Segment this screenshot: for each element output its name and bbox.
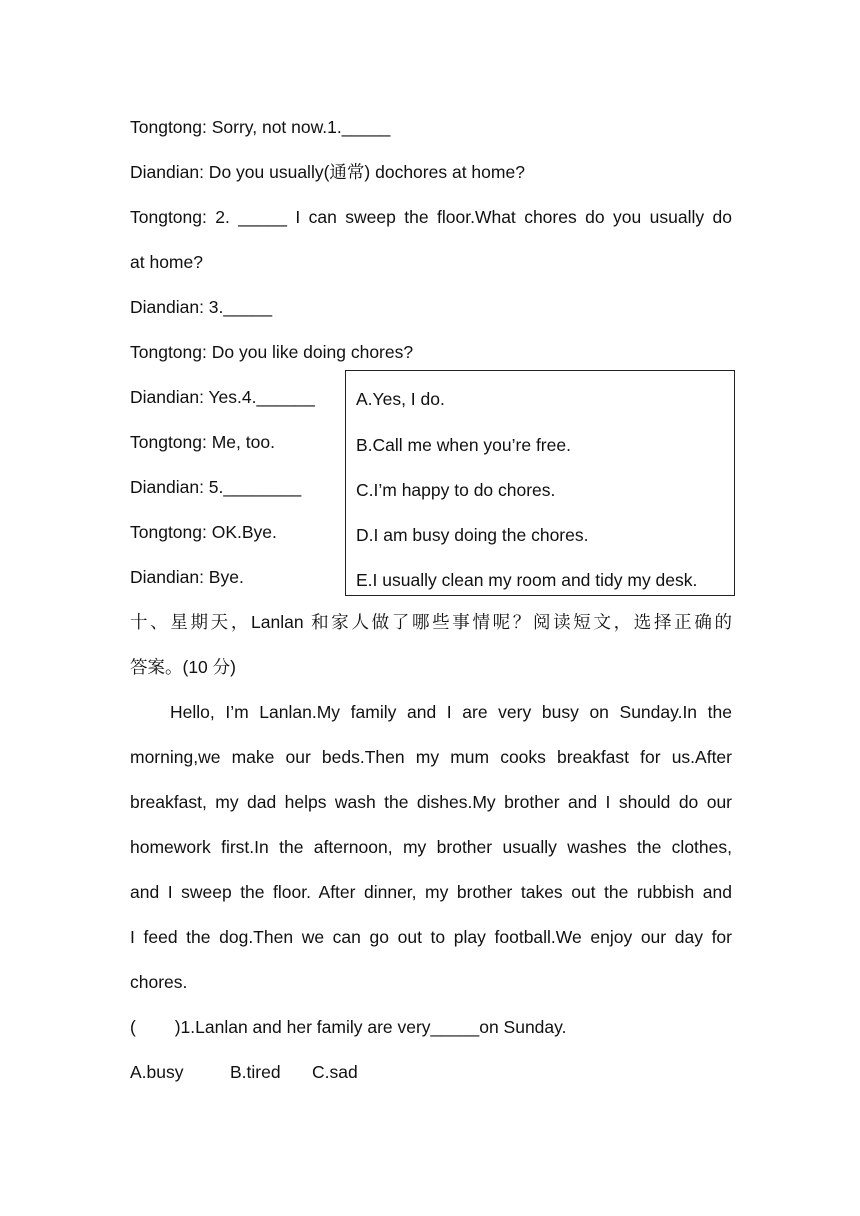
dialogue-line-2: Diandian: Do you usually(通常) dochores at home? [130,162,525,182]
question-1: ( )1.Lanlan and her family are very_____on Sunday. [130,1017,567,1037]
options-box [345,370,735,596]
option-b: B.Call me when you’re free. [356,435,571,455]
passage-line-1: Hello, I’m Lanlan.My family and I are very busy on Sunday.In the [170,702,732,722]
option-e: E.I usually clean my room and tidy my desk. [356,570,698,590]
option-c: C.I’m happy to do chores. [356,480,556,500]
passage-line-7: chores. [130,972,188,992]
question-1-choices [130,1060,358,1084]
passage-line-3: breakfast, my dad helps wash the dishes.My brother and I should do our [130,792,732,812]
choice-c: C.sad [312,1062,358,1082]
option-d: D.I am busy doing the chores. [356,525,589,545]
dialogue-line-7: Tongtong: Me, too. [130,432,275,452]
dialogue-line-5: Tongtong: Do you like doing chores? [130,342,414,362]
dialogue-line-9: Tongtong: OK.Bye. [130,522,277,542]
choice-a: A.busy [130,1062,184,1082]
section-heading-cont: 答案。(10 分) [130,657,236,677]
dialogue-line-10: Diandian: Bye. [130,567,244,587]
passage-line-4: homework first.In the afternoon, my brother usually washes the clothes, [130,837,732,857]
dialogue-line-6: Diandian: Yes.4.______ [130,387,315,407]
dialogue-line-3-cont: at home? [130,252,203,272]
option-a: A.Yes, I do. [356,389,445,409]
dialogue-line-1: Tongtong: Sorry, not now.1._____ [130,117,391,137]
passage-line-5: and I sweep the floor. After dinner, my brother takes out the rubbish and [130,882,732,902]
section-heading: 十、星期天，Lanlan 和家人做了哪些事情呢？阅读短文，选择正确的 [130,612,732,632]
dialogue-line-4: Diandian: 3._____ [130,297,273,317]
dialogue-line-3: Tongtong: 2. _____ I can sweep the floor.What chores do you usually do [130,207,732,227]
passage-line-2: morning,we make our beds.Then my mum cooks breakfast for us.After [130,747,732,767]
choice-b: B.tired [230,1062,281,1082]
passage-line-6: I feed the dog.Then we can go out to play football.We enjoy our day for [130,927,732,947]
dialogue-line-8: Diandian: 5.________ [130,477,302,497]
